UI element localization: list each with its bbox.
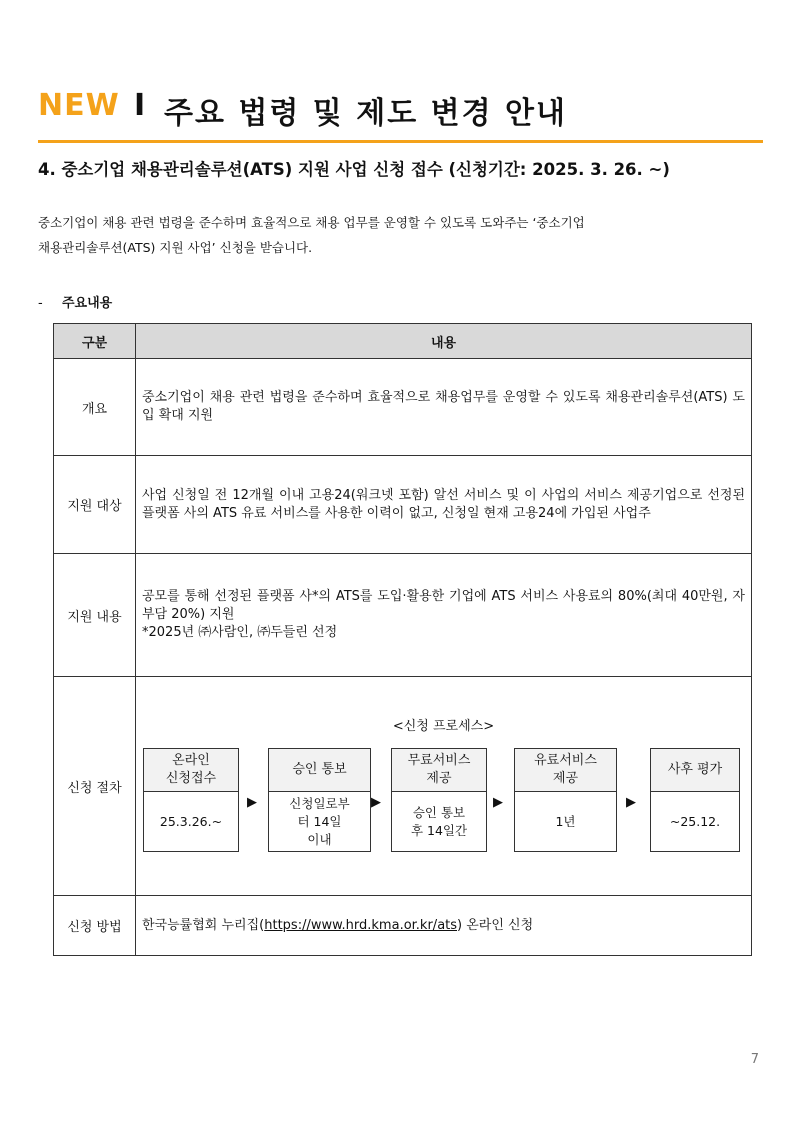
row-label-procedure: 신청 절차 — [54, 677, 136, 896]
table-header-row — [54, 324, 752, 359]
arrow-icon: ▶ — [626, 795, 636, 810]
step-1-title: 온라인 신청접수 — [144, 749, 238, 792]
process-title: <신청 프로세스> — [392, 719, 495, 734]
row-label-method: 신청 방법 — [54, 896, 136, 956]
row-label-target: 지원 대상 — [54, 456, 136, 554]
table-row-target — [54, 456, 752, 554]
header-separator: I — [134, 88, 146, 123]
arrow-icon: ▶ — [371, 795, 381, 810]
step-3-detail: 승인 통보 후 14일간 — [410, 804, 468, 838]
header-category: 구분 — [54, 324, 136, 359]
process-step-3 — [391, 748, 487, 852]
info-table — [53, 323, 752, 956]
row-content-procedure — [136, 677, 752, 896]
step-1-detail: 25.3.26.~ — [159, 813, 223, 829]
arrow-icon: ▶ — [247, 795, 257, 810]
row-content-support — [136, 554, 752, 677]
process-step-1 — [143, 748, 239, 852]
process-step-4 — [514, 748, 617, 852]
process-step-2 — [268, 748, 371, 852]
header-divider — [38, 140, 763, 143]
new-label: NEW — [38, 88, 120, 123]
page-title: 주요 법령 및 제도 변경 안내 — [164, 96, 568, 131]
bullet-dash: - — [38, 296, 43, 311]
intro-paragraph — [38, 210, 748, 260]
support-note: *2025년 ㈜사람인, ㈜두들린 선정 — [142, 625, 338, 640]
step-5-detail: ~25.12. — [669, 813, 721, 829]
table-row-overview — [54, 359, 752, 456]
row-content-method — [136, 896, 752, 956]
application-link[interactable]: https://www.hrd.kma.or.kr/ats — [264, 917, 458, 933]
method-suffix: ) 온라인 신청 — [457, 917, 534, 933]
step-2-detail: 신청일로부 터 14일 이내 — [289, 795, 350, 847]
step-5-title: 사후 평가 — [651, 749, 739, 792]
step-2-title: 승인 통보 — [269, 749, 370, 792]
page-header — [38, 84, 763, 140]
table-row-method — [54, 896, 752, 956]
section-title: 4. 중소기업 채용관리솔루션(ATS) 지원 사업 신청 접수 (신청기간: 2025. 3. 26. ~) — [38, 160, 670, 179]
intro-line-1: 중소기업이 채용 관련 법령을 준수하며 효율적으로 채용 업무를 운영할 수 있도록 도와주는 ‘중소기업 — [38, 215, 585, 230]
step-3-title: 무료서비스 제공 — [392, 749, 486, 792]
process-step-5 — [650, 748, 740, 852]
table-row-procedure — [54, 677, 752, 896]
arrow-icon: ▶ — [493, 795, 503, 810]
page-number: 7 — [750, 1052, 759, 1067]
header-content: 내용 — [136, 324, 752, 359]
bullet-label: 주요내용 — [62, 296, 113, 311]
process-diagram — [136, 677, 751, 895]
row-content-overview: 중소기업이 채용 관련 법령을 준수하며 효율적으로 채용업무를 운영할 수 있도록 채용관리솔루션(ATS) 도입 확대 지원 — [136, 359, 752, 456]
table-row-support — [54, 554, 752, 677]
intro-line-2: 채용관리솔루션(ATS) 지원 사업’ 신청을 받습니다. — [38, 240, 313, 255]
method-prefix: 한국능률협회 누리집( — [142, 917, 265, 933]
step-4-detail: 1년 — [555, 813, 576, 829]
support-text: 공모를 통해 선정된 플랫폼 사*의 ATS를 도입·활용한 기업에 ATS 서비스 사용료의 80%(최대 40만원, 자부담 20%) 지원 — [142, 589, 745, 622]
step-4-title: 유료서비스 제공 — [515, 749, 616, 792]
row-label-support: 지원 내용 — [54, 554, 136, 677]
row-label-overview: 개요 — [54, 359, 136, 456]
row-content-target: 사업 신청일 전 12개월 이내 고용24(워크넷 포함) 알선 서비스 및 이 사업의 서비스 제공기업으로 선정된 플랫폼 사의 ATS 유료 서비스를 사용한 이력이 없고, 신청일 현재 고용24에 가입된 사업주 — [136, 456, 752, 554]
bullet-heading — [38, 292, 112, 311]
